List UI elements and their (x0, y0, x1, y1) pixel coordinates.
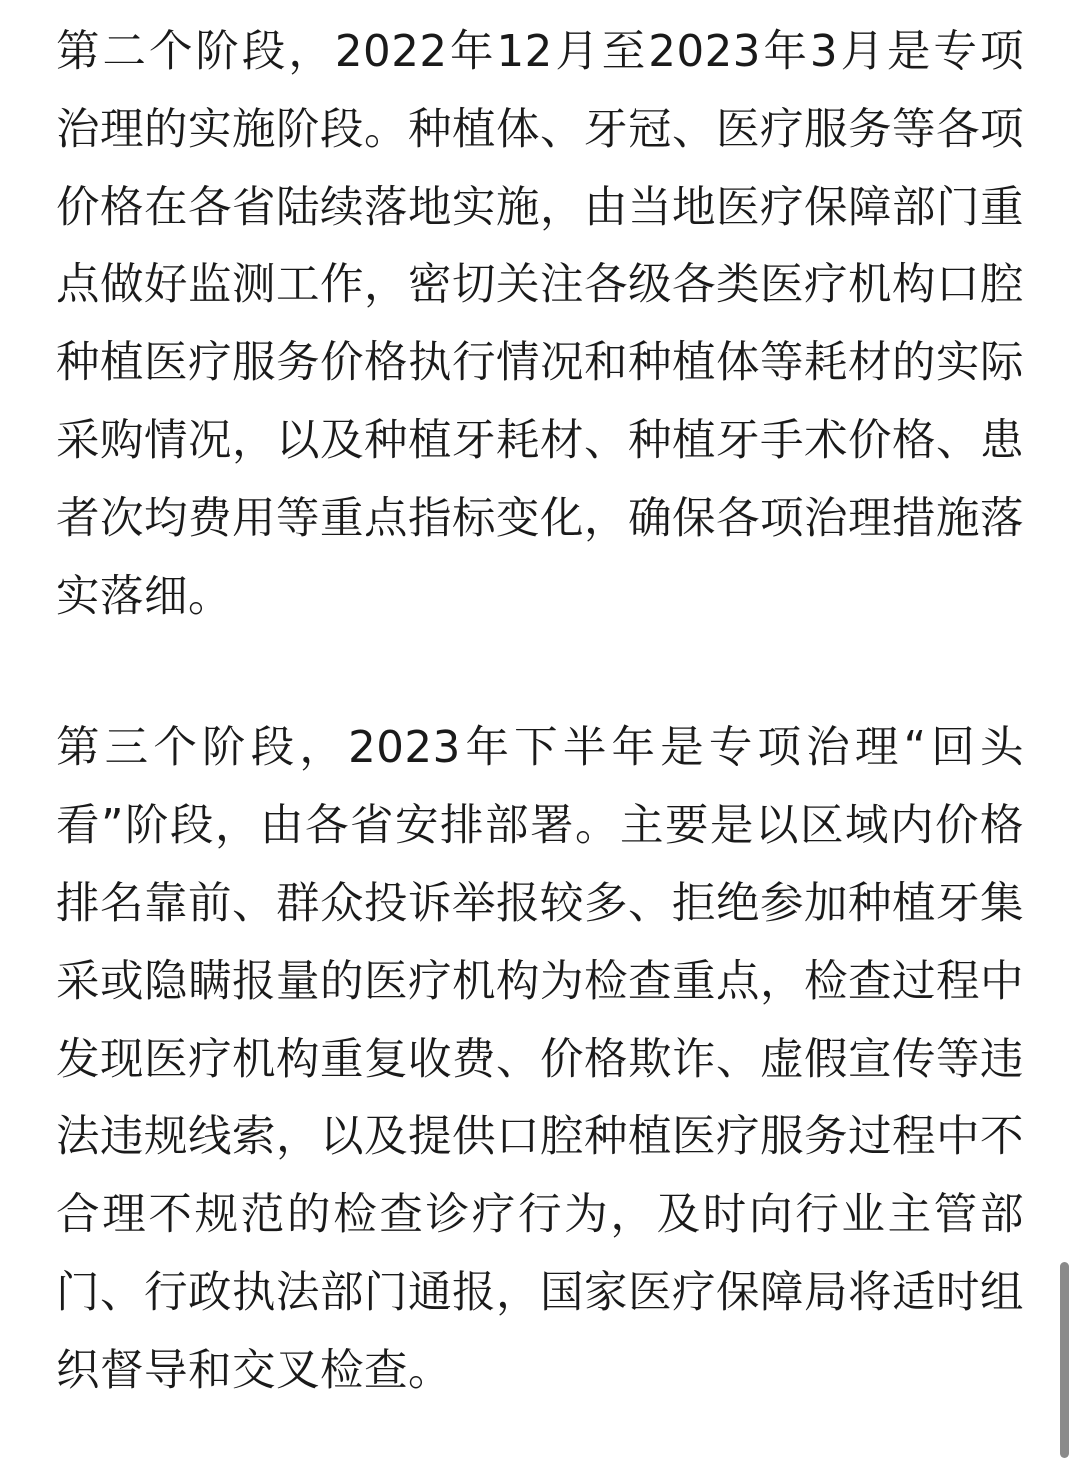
vertical-scrollbar-thumb[interactable] (1060, 1262, 1069, 1458)
article-body (56, 14, 1024, 1411)
paragraph-stage-three: 第三个阶段，2023年下半年是专项治理“回头看”阶段，由各省安排部署。主要是以区域内价格排名靠前、群众投诉举报较多、拒绝参加种植牙集采或隐瞒报量的医疗机构为检查重点，检查过程中发现医疗机构重复收费、价格欺诈、虚假宣传等违法违规线索，以及提供口腔种植医疗服务过程中不合理不规范的检查诊疗行为，及时向行业主管部门、行政执法部门通报，国家医疗保障局将适时组织督导和交叉检查。 (56, 723, 1024, 1396)
paragraph-stage-two: 第二个阶段，2022年12月至2023年3月是专项治理的实施阶段。种植体、牙冠、医疗服务等各项价格在各省陆续落地实施，由当地医疗保障部门重点做好监测工作，密切关注各级各类医疗机构口腔种植医疗服务价格执行情况和种植体等耗材的实际采购情况，以及种植牙耗材、种植牙手术价格、患者次均费用等重点指标变化，确保各项治理措施落实落细。 (56, 27, 1024, 622)
